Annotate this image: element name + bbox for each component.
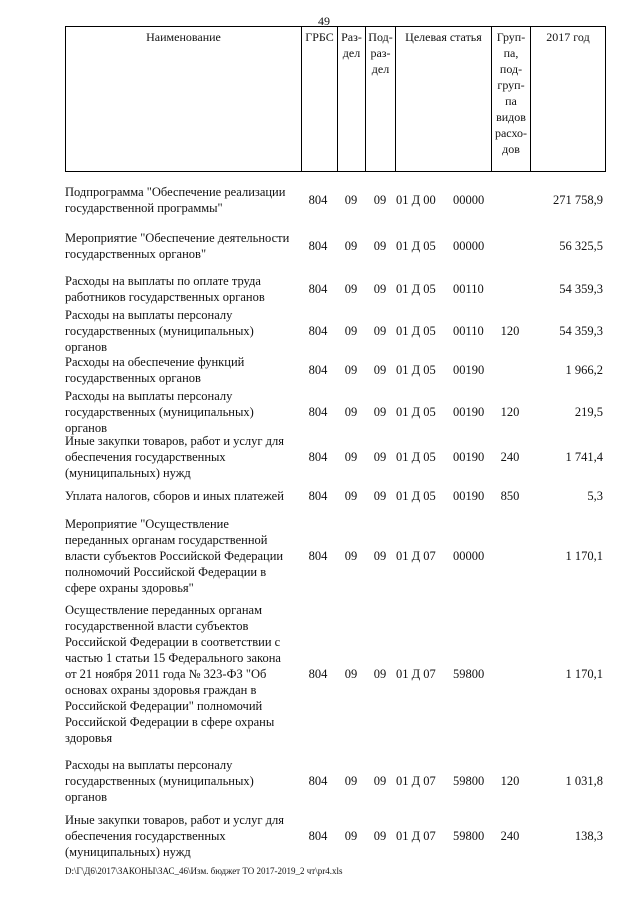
cell-grbs: 804 <box>308 193 328 207</box>
row-name-line: Российской Федерации в соответствии с <box>65 635 281 649</box>
cell-num: 00190 <box>453 405 485 419</box>
cell-razdel: 09 <box>344 405 358 419</box>
row-name-line: государственных (муниципальных) <box>65 774 254 788</box>
cell-amount: 54 359,3 <box>559 324 603 338</box>
cell-podrazdel: 09 <box>373 282 387 296</box>
cell-vid: 120 <box>500 405 520 419</box>
cell-cel: 01 Д 07 <box>396 829 436 843</box>
cell-cel: 01 Д 07 <box>396 549 436 563</box>
cell-amount: 1 741,4 <box>565 450 603 464</box>
header-celevaya: Целевая статья <box>396 27 492 171</box>
cell-podrazdel: 09 <box>373 363 387 377</box>
cell-razdel: 09 <box>344 282 358 296</box>
row-name-line: Мероприятие "Обеспечение деятельности <box>65 231 290 245</box>
cell-cel: 01 Д 07 <box>396 774 436 788</box>
cell-grbs: 804 <box>308 239 328 253</box>
row-name-line: государственных (муниципальных) <box>65 405 254 419</box>
header-gruppa: Груп- па, под- груп- па видов расхо- дов <box>492 27 531 171</box>
cell-vid: 240 <box>500 829 520 843</box>
page-number: 49 <box>318 14 330 28</box>
cell-cel: 01 Д 07 <box>396 667 436 681</box>
row-name <box>65 812 295 860</box>
row-name-line: Расходы на выплаты персоналу <box>65 389 233 403</box>
row-name-line: частью 1 статьи 15 Федерального закона <box>65 651 281 665</box>
cell-cel: 01 Д 05 <box>396 324 436 338</box>
row-name <box>65 433 295 481</box>
cell-num: 00000 <box>453 549 485 563</box>
row-name <box>65 602 295 746</box>
file-path-footer: D:\Г\Д6\2017\ЗАКОНЫ\ЗАС_46\Изм. бюджет ТО 2017-2019_2 чт\pr4.xls <box>65 866 343 876</box>
row-name-line: государственных (муниципальных) <box>65 324 254 338</box>
cell-num: 00000 <box>453 239 485 253</box>
cell-cel: 01 Д 05 <box>396 405 436 419</box>
row-name-line: (муниципальных) нужд <box>65 466 191 480</box>
cell-podrazdel: 09 <box>373 774 387 788</box>
cell-podrazdel: 09 <box>373 405 387 419</box>
cell-podrazdel: 09 <box>373 324 387 338</box>
row-name-line: (муниципальных) нужд <box>65 845 191 859</box>
cell-grbs: 804 <box>308 282 328 296</box>
row-name <box>65 307 295 355</box>
cell-num: 00190 <box>453 489 485 503</box>
row-name <box>65 354 295 386</box>
cell-num: 00110 <box>453 324 484 338</box>
cell-podrazdel: 09 <box>373 829 387 843</box>
cell-vid: 240 <box>500 450 520 464</box>
header-grbs: ГРБС <box>302 27 338 171</box>
cell-razdel: 09 <box>344 829 358 843</box>
cell-amount: 56 325,5 <box>559 239 603 253</box>
cell-grbs: 804 <box>308 667 328 681</box>
row-name-line: Осуществление переданных органам <box>65 603 262 617</box>
row-name-line: власти субъектов Российской Федерации <box>65 549 284 563</box>
cell-grbs: 804 <box>308 489 328 503</box>
cell-amount: 1 170,1 <box>565 667 603 681</box>
row-name-line: государственных органов <box>65 371 201 385</box>
cell-vid: 120 <box>500 324 520 338</box>
cell-amount: 54 359,3 <box>559 282 603 296</box>
row-name-line: Российской Федерации" полномочий <box>65 699 263 713</box>
cell-cel: 01 Д 05 <box>396 363 436 377</box>
row-name <box>65 488 295 504</box>
cell-num: 00000 <box>453 193 485 207</box>
row-name-line: сфере охраны здоровья" <box>65 581 194 595</box>
cell-podrazdel: 09 <box>373 549 387 563</box>
header-name: Наименование <box>66 27 302 171</box>
row-name <box>65 184 295 216</box>
cell-amount: 138,3 <box>574 829 603 843</box>
cell-cel: 01 Д 05 <box>396 239 436 253</box>
row-name-line: обеспечения государственных <box>65 829 226 843</box>
cell-amount: 1 170,1 <box>565 549 603 563</box>
cell-podrazdel: 09 <box>373 667 387 681</box>
cell-podrazdel: 09 <box>373 239 387 253</box>
row-name-line: здоровья <box>65 731 113 745</box>
row-name-line: основах охраны здоровья граждан в <box>65 683 257 697</box>
row-name-line: обеспечения государственных <box>65 450 226 464</box>
cell-num: 59800 <box>453 774 485 788</box>
cell-grbs: 804 <box>308 405 328 419</box>
row-name-line: Уплата налогов, сборов и иных платежей <box>65 489 284 503</box>
cell-razdel: 09 <box>344 363 358 377</box>
cell-podrazdel: 09 <box>373 489 387 503</box>
cell-grbs: 804 <box>308 774 328 788</box>
cell-razdel: 09 <box>344 450 358 464</box>
cell-amount: 271 758,9 <box>553 193 603 207</box>
cell-vid: 120 <box>500 774 520 788</box>
cell-vid: 850 <box>500 489 520 503</box>
row-name-line: государственной программы" <box>65 201 223 215</box>
cell-amount: 1 966,2 <box>565 363 603 377</box>
cell-cel: 01 Д 05 <box>396 450 436 464</box>
row-name-line: государственных органов" <box>65 247 207 261</box>
row-name <box>65 230 295 262</box>
row-name-line: полномочий Российской Федерации в <box>65 565 267 579</box>
cell-num: 00190 <box>453 363 485 377</box>
row-name-line: Подпрограмма "Обеспечение реализации <box>65 185 286 199</box>
header-razdel: Раз- дел <box>338 27 366 171</box>
cell-razdel: 09 <box>344 239 358 253</box>
cell-num: 59800 <box>453 829 485 843</box>
row-name-line: Иные закупки товаров, работ и услуг для <box>65 434 285 448</box>
cell-num: 00190 <box>453 450 485 464</box>
cell-num: 59800 <box>453 667 485 681</box>
cell-razdel: 09 <box>344 667 358 681</box>
row-name-line: органов <box>65 421 108 435</box>
row-name-line: Расходы на выплаты персоналу <box>65 758 233 772</box>
row-name-line: Расходы на обеспечение функций <box>65 355 245 369</box>
row-name-line: органов <box>65 340 108 354</box>
row-name <box>65 757 295 805</box>
cell-razdel: 09 <box>344 324 358 338</box>
cell-podrazdel: 09 <box>373 193 387 207</box>
cell-amount: 5,3 <box>587 489 603 503</box>
row-name-line: Мероприятие "Осуществление <box>65 517 229 531</box>
row-name-line: Расходы на выплаты персоналу <box>65 308 233 322</box>
cell-grbs: 804 <box>308 549 328 563</box>
cell-razdel: 09 <box>344 193 358 207</box>
header-podrazdel: Под- раз- дел <box>366 27 396 171</box>
cell-grbs: 804 <box>308 450 328 464</box>
cell-grbs: 804 <box>308 363 328 377</box>
cell-amount: 219,5 <box>574 405 603 419</box>
cell-num: 00110 <box>453 282 484 296</box>
cell-amount: 1 031,8 <box>565 774 603 788</box>
cell-grbs: 804 <box>308 324 328 338</box>
cell-cel: 01 Д 00 <box>396 193 436 207</box>
row-name-line: переданных органам государственной <box>65 533 268 547</box>
row-name <box>65 516 295 596</box>
table-header <box>65 26 606 172</box>
cell-razdel: 09 <box>344 489 358 503</box>
cell-cel: 01 Д 05 <box>396 489 436 503</box>
row-name-line: Российской Федерации в сфере охраны <box>65 715 275 729</box>
cell-podrazdel: 09 <box>373 450 387 464</box>
cell-razdel: 09 <box>344 549 358 563</box>
row-name <box>65 273 295 305</box>
cell-razdel: 09 <box>344 774 358 788</box>
row-name-line: органов <box>65 790 108 804</box>
row-name-line: от 21 ноября 2011 года № 323-ФЗ "Об <box>65 667 267 681</box>
row-name-line: государственной власти субъектов <box>65 619 249 633</box>
row-name <box>65 388 295 436</box>
cell-grbs: 804 <box>308 829 328 843</box>
row-name-line: Расходы на выплаты по оплате труда <box>65 274 261 288</box>
row-name-line: работников государственных органов <box>65 290 265 304</box>
row-name-line: Иные закупки товаров, работ и услуг для <box>65 813 285 827</box>
header-year: 2017 год <box>546 30 590 44</box>
cell-cel: 01 Д 05 <box>396 282 436 296</box>
